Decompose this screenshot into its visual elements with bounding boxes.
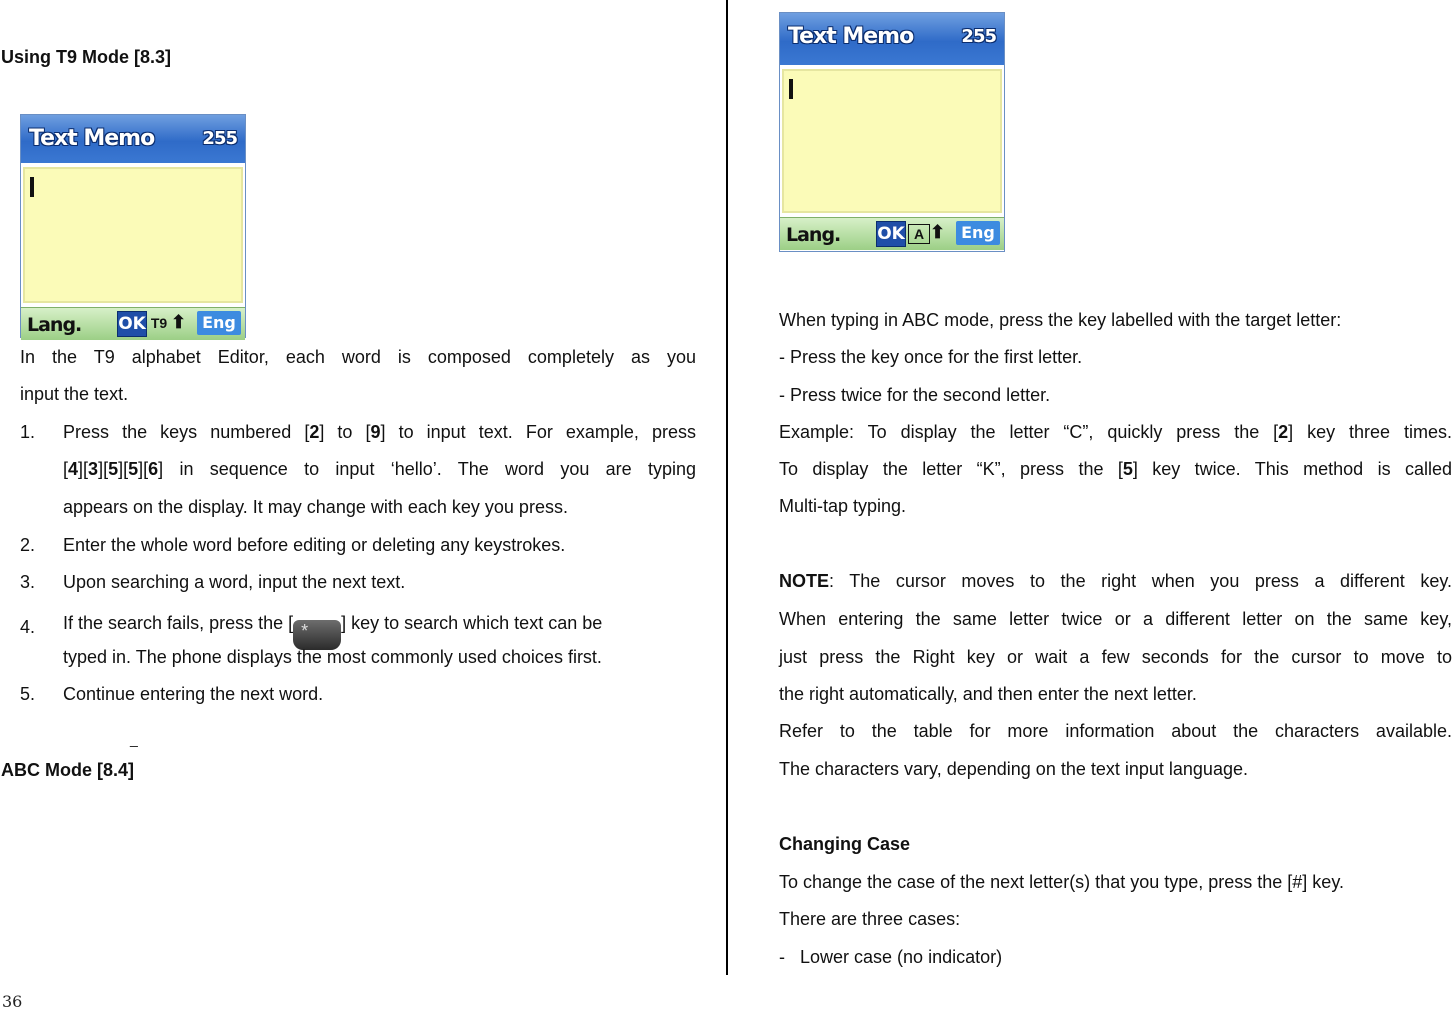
list-number-3: 3.	[20, 572, 36, 592]
list-item-3: Upon searching a word, input the next text.	[63, 572, 406, 592]
example-key-5: 5	[1122, 459, 1133, 479]
text-cursor	[789, 79, 793, 99]
list-item-4-text-a: If the search fails, press the [	[63, 613, 294, 633]
abc-example-line-3: Multi-tap typing.	[779, 496, 907, 516]
page-number: 36	[2, 992, 23, 1011]
phone-title: Text Memo	[788, 24, 914, 49]
refer-line-1: Refer to the table for more information about the characters available.	[779, 721, 1452, 741]
abc-para-2: - Press the key once for the first letter.	[779, 347, 1083, 367]
list-item-5: Continue entering the next word.	[63, 684, 324, 704]
phone-text-area	[782, 69, 1002, 213]
t9-intro-line-1: In the T9 alphabet Editor, each word is composed completely as you	[20, 347, 696, 367]
phone-screen-t9	[20, 114, 246, 338]
column-divider	[726, 0, 728, 975]
lang-softkey: Lang.	[27, 314, 82, 336]
phone-title-bar	[780, 13, 1004, 65]
shift-arrow-icon: ⬆	[171, 312, 187, 332]
eng-language-icon: Eng	[197, 311, 241, 335]
abc-para-1: When typing in ABC mode, press the key labelled with the target letter:	[779, 310, 1342, 330]
t9-intro-line-2: input the text.	[20, 384, 129, 404]
list-item-1-line-3: appears on the display. It may change with each key you press.	[63, 497, 568, 517]
example-text-d: ] key twice. This method is called	[1132, 459, 1452, 479]
lang-softkey: Lang.	[786, 224, 841, 246]
note-line-3: just press the Right key or wait a few seconds for the cursor to move to	[779, 647, 1452, 667]
text-cursor	[30, 177, 34, 197]
list-item-1-line-2: [4][3][5][5][6] in sequence to input ‘hello’. The word you are typing	[63, 459, 696, 479]
list-number-2: 2.	[20, 535, 36, 555]
case-line-3: Lower case (no indicator)	[800, 947, 1003, 967]
case-line-2: There are three cases:	[779, 909, 961, 929]
ok-softkey: OK	[876, 221, 906, 247]
note-text: : The cursor moves to the right when you press a different key.	[829, 571, 1452, 591]
list-item-1-line-1: Press the keys numbered [2] to [9] to input text. For example, press	[63, 422, 696, 442]
shift-arrow-icon: ⬆	[930, 222, 946, 242]
phone-softkey-bar	[780, 217, 1004, 250]
ok-softkey: OK	[117, 311, 147, 337]
phone-screen-abc	[779, 12, 1005, 252]
case-dash: -	[779, 947, 785, 967]
phone-softkey-bar	[21, 307, 245, 340]
t9-mode-icon: T9	[150, 315, 168, 331]
phone-title-bar	[21, 115, 245, 163]
abc-para-3: - Press twice for the second letter.	[779, 385, 1051, 405]
abc-mode-icon: A	[908, 224, 930, 244]
list-item-4-line-1	[63, 612, 696, 650]
list-item-4-text-b: ] key to search which text can be	[341, 613, 603, 633]
note-label: NOTE	[779, 571, 830, 591]
example-key-2: 2	[1278, 422, 1289, 442]
list-item-2: Enter the whole word before editing or deleting any keystrokes.	[63, 535, 566, 555]
heading-t9-mode: Using T9 Mode [8.3]	[1, 47, 172, 67]
case-line-1: To change the case of the next letter(s) that you type, press the [#] key.	[779, 872, 1344, 892]
eng-language-icon: Eng	[956, 221, 1000, 245]
abc-example-line-1	[779, 421, 1452, 443]
list-number-5: 5.	[20, 684, 36, 704]
refer-line-2: The characters vary, depending on the text input language.	[779, 759, 1248, 779]
note-line-2: When entering the same letter twice or a different letter on the same key,	[779, 609, 1452, 629]
star-key-icon: *	[293, 620, 341, 650]
phone-char-count: 255	[961, 26, 996, 47]
example-text-b: ] key three times.	[1288, 422, 1452, 442]
list-item-4-line-2: typed in. The phone displays the most commonly used choices first.	[63, 647, 602, 667]
example-text-c: To display the letter “K”, press the [	[779, 459, 1123, 479]
stray-underscore: _	[130, 731, 138, 747]
list-number-4: 4.	[20, 617, 36, 637]
note-line-1	[779, 570, 1452, 592]
list-number-1: 1.	[20, 422, 36, 442]
heading-abc-mode: ABC Mode [8.4]	[1, 760, 135, 780]
heading-changing-case: Changing Case	[779, 834, 911, 854]
abc-example-line-2	[779, 458, 1452, 480]
phone-title: Text Memo	[29, 126, 155, 151]
example-text-a: Example: To display the letter “C”, quickly press the [	[779, 422, 1279, 442]
phone-char-count: 255	[202, 128, 237, 149]
phone-text-area	[23, 167, 243, 303]
note-line-4: the right automatically, and then enter the next letter.	[779, 684, 1197, 704]
